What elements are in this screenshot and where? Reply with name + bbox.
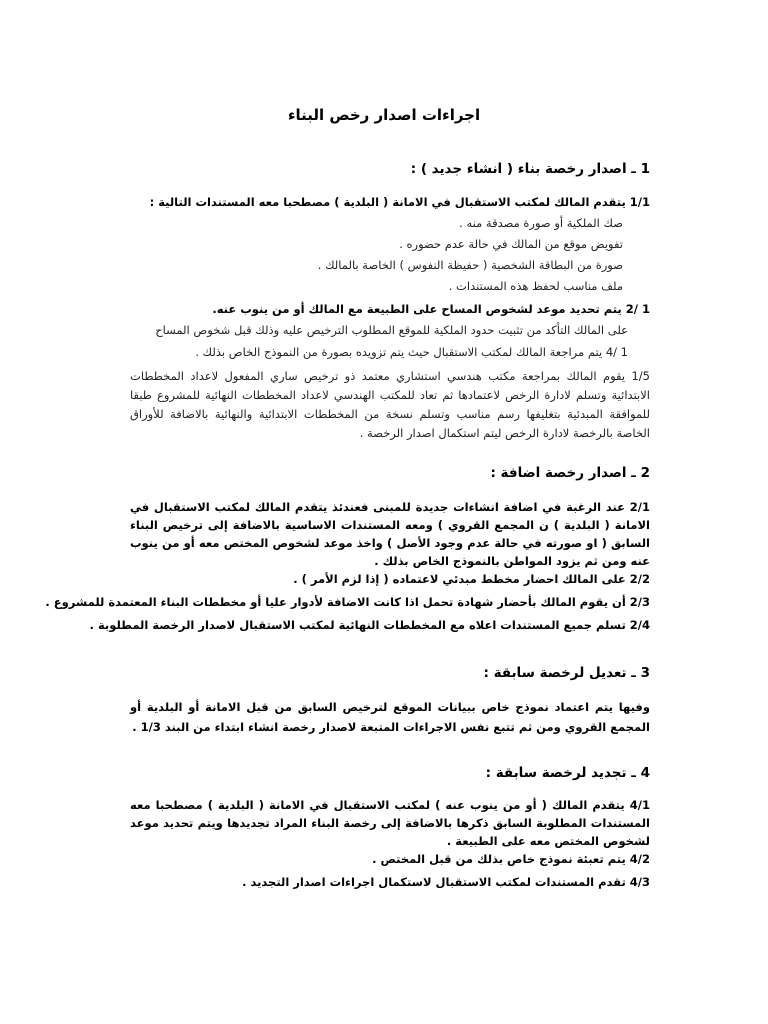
document-title: اجراءات اصدار رخص البناء — [287, 106, 481, 124]
s3-paragraph-1: وفيها يتم اعتماد نموذج خاص ببيانات الموقع لترخيص السابق من قبل الامانة أو البلدية أو المجمع القروي ومن ثم تتبع نفس الاجراءات المتبعة لاصدار رخصة انشاء ابتداء من البند 1/3 . — [130, 700, 650, 734]
s1-paragraph-2: 1 /2 يتم تحديد موعد لشخوص المساح على الطبيعة مع المالك أو من ينوب عنه. — [212, 302, 650, 316]
s2-paragraph-2: 2/2 على المالك احضار مخطط مبدئي لاعتماده ( إذا لزم الأمر ) . — [293, 572, 650, 586]
s1-item-2: تفويض موقع من المالك في حالة عدم حضوره . — [399, 237, 623, 251]
s1-paragraph-1: 1/1 يتقدم المالك لمكتب الاستقبال في الامانة ( البلدية ) مصطحبا معه المستندات التالية : — [149, 195, 650, 209]
s2-paragraph-1: 2/1 عند الرغبة في اضافة انشاءات جديدة للمبنى فعندئذ يتقدم المالك لمكتب الاستقبال في الامانة ( البلدية ) ن المجمع القروي ) ومعه المستندات الاساسية بالاضافة إلى ترخيص البناء السابق ( او صورته في حالة عدم وجود الأصل ) واخذ موعد لشخوص المختص معه أو من ينوب عنه ومن ثم يزود المواطن بالنموذج الخاص بذلك . — [130, 500, 650, 568]
s1-paragraph-5: 1/5 يقوم المالك بمراجعة مكتب هندسي استشاري معتمد ذو ترخيص ساري المفعول لاعداد المخططات الابتدائية وتسلم لادارة الرخص لاعتمادها ثم تعاد للمكتب الهندسي لاعداد المخططات النهائية للمشروع طبقا للموافقة المبدئية بتغليفها رسم مناسب وتسلم نسخة من المخططات الابتدائية والنهائية بالاضافة للأوراق الخاصة بالرخصة لادارة الرخص ليتم استكمال اصدار الرخصة . — [130, 369, 650, 440]
section-4-heading: 4 ـ تجديد لرخصة سابقة : — [485, 765, 650, 781]
s4-paragraph-2: 4/2 يتم تعبئة نموذج خاص بذلك من قبل المختص . — [372, 852, 650, 866]
s2-paragraph-3: 2/3 أن يقوم المالك بأحضار شهادة تحمل اذا كانت الاضافة لأدوار عليا أو مخططات البناء المعتمدة للمشروع . — [45, 595, 650, 609]
s4-paragraph-3: 4/3 تقدم المستندات لمكتب الاستقبال لاستكمال اجراءات اصدار التجديد . — [242, 875, 650, 889]
s1-item-1: صك الملكية أو صورة مصدقة منه . — [459, 216, 623, 230]
section-2-heading: 2 ـ اصدار رخصة اضافة : — [490, 465, 650, 481]
section-3-heading: 3 ـ تعديل لرخصة سابقة : — [483, 665, 650, 681]
s1-paragraph-3: على المالك التأكد من تثبيت حدود الملكية للموقع المطلوب الترخيص عليه وذلك قبل شخوص المساح — [155, 323, 628, 337]
s1-item-4: ملف مناسب لحفظ هذه المستندات . — [448, 279, 623, 293]
s2-paragraph-4: 2/4 تسلم جميع المستندات اعلاه مع المخططات النهائية لمكتب الاستقبال لاصدار الرخصة المطلوبة . — [89, 618, 650, 632]
section-1-heading: 1 ـ اصدار رخصة بناء ( انشاء جديد ) : — [410, 161, 650, 177]
s4-paragraph-1: 4/1 يتقدم المالك ( أو من ينوب عنه ) لمكتب الاستقبال في الامانة ( البلدية ) مصطحبا معه المستندات المطلوبة السابق ذكرها بالاضافة إلى رخصة البناء المراد تجديدها ويتم تحديد موعد لشخوص المختص معه على الطبيعة . — [130, 798, 650, 848]
s1-paragraph-4: 1 /4 يتم مراجعة المالك لمكتب الاستقبال حيث يتم تزويده بصورة من النموذج الخاص بذلك . — [195, 345, 628, 359]
s1-item-3: صورة من البطاقة الشخصية ( حفيظة النفوس ) الخاصة بالمالك . — [317, 258, 623, 272]
